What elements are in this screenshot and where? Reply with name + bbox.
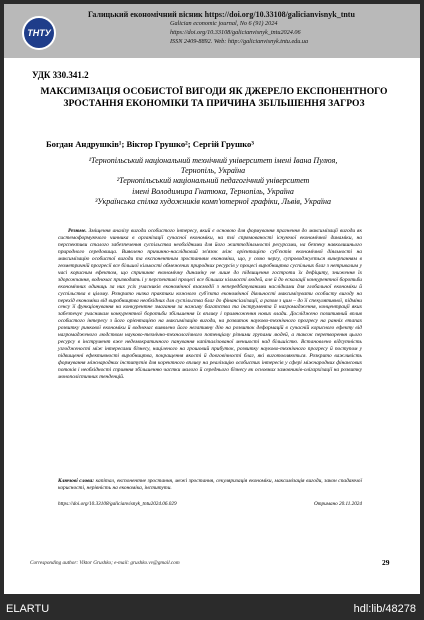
journal-name: Галицький економічний вісник https://doi.org/10.33108/galicianvisnyk_tntu xyxy=(88,10,355,19)
journal-header xyxy=(4,4,420,58)
abstract xyxy=(58,228,362,381)
affiliations xyxy=(32,156,394,207)
affiliation-1-city: Тернопіль, Україна xyxy=(180,166,246,176)
affiliation-2-city: імені Володимира Гнатюка, Тернопіль, Україна xyxy=(132,186,294,196)
udk-code: УДК 330.341.2 xyxy=(32,70,89,80)
journal-header-text xyxy=(88,10,418,46)
article-authors: Богдан Андрушків¹; Віктор Грушко²; Сергій Грушко³ xyxy=(46,139,254,149)
abstract-label: Резюме. xyxy=(68,228,87,234)
keywords-label: Ключові слова: xyxy=(58,478,95,484)
abstract-text: Зміщення аналізу вигоди особистого інтересу, який є основою для формування прагнення до максимізації вигоди як системоформуючого чинника в організації сучасної економіки, на тлі спрямованості існуючої економічної динаміки, на перспективи сталого забезпечення суспільства необхідними для його життєдіяльності ресурсами, на безпеку навколишнього природного середовища. Виявлено причинно-наслідковий зв'язок між орієнтацією суб'єктів економічної діяльності на максимізацію особистої вигоди та експонентним зростанням економіки, що, у свою чергу, супроводжується вичерпанням в геометричній прогресії все більшої кількості обмежених природних ресурсів у процесі виробництва суспільних благ з нетривалим у часі корисним ефектом, що спричиняє економічну динаміку не лише до підвищення гостроти їх дефіциту, зниження їх здорожчання, водночас призводить і у перспективі процесі все більших кількості людей, але й до ескалації конкурентної боротьби економічних одиниць за них усіх учасників економічної взаємодії з непередбачуваними наслідками для глобальної економіки й суспільства в цілому. Розкрито низка практики кожного суб'єкта економічної діяльності максимізувати особисту вигоду на перехід економіки від виробництва необхідних для суспільства благ до фінансіалізації, а разом з цим – до її спекулятивної, підміни сенсу її функціонування на конкурентне змагання за наживу багатства та інструмента її нагромадження, концентрації яких забезпечує учасникам конкурентної боротьби збільшення їх впливу і примноження нових влади. Досліджено позитивний вплив особистого інтересу з його орієнтацією на максимізацію вигоди, на розвиток науково-технічного прогресу на ранніх етапах розвитку ринкової економіки й водночас виявлено його негативну дію на розвиток деформацій в сучасній корисного ефекту від нагромадженого людством науково-технічно-технологічного потенціалу різними групами людей, а також перетворення цього ресурсу в інструмент вже недемократичного панування капіталізованої меншості над більшістю. Встановлено відсутність узгодженості між інтересами бізнесу, націленого на грошовий прибуток, розвитку науково-технічного прогресу й поступом у підвищенні ефективності виробництва, покращення якості й довговічності благ, які виготовляються. Розкрито важливість формування міжнародних інститутів для коректного впливу на реалізацію особистих інтересів у сфері міжнародних фінансових потоків і необхідності сприяння збільшенню частки малого й середнього бізнесу як основних замовників-олігархізації на розвитку монополістичних тенденцій. xyxy=(58,228,362,381)
journal-logo: ТНТУ xyxy=(22,16,56,50)
journal-name-en: Galician economic journal, No 6 (91) 2024 xyxy=(170,20,278,27)
page-number: 29 xyxy=(382,558,390,567)
affiliation-2: ²Тернопільський національний педагогічний університет xyxy=(116,176,310,186)
corresponding-author: Corresponding author: Viktor Grushko; e-mail: grushko.vv@gmail.com xyxy=(30,560,180,566)
repository-name: ELARTU xyxy=(6,603,50,615)
received-date: Отримано 20.11.2024 xyxy=(313,501,362,507)
affiliation-3: ³Українська спілка художників комп'ютерної графіки, Львів, Україна xyxy=(94,196,332,206)
affiliation-1: ¹Тернопільський національний технічний університет імені Івана Пулюя, xyxy=(88,156,338,165)
keywords xyxy=(58,478,362,492)
journal-issn-web: ISSN 2409-8892. Web: http://galicianvisnyk.tntu.edu.ua xyxy=(170,38,309,45)
journal-issue-doi: https://doi.org/10.33108/galicianvisnyk_tntu2024.06 xyxy=(170,29,301,36)
document-page xyxy=(4,4,420,594)
article-title: МАКСИМІЗАЦІЯ ОСОБИСТОЇ ВИГОДИ ЯК ДЖЕРЕЛО ЕКСПОНЕНТНОГО ЗРОСТАННЯ ЕКОНОМІКИ ТА ПРИЧИНА ЗБІЛЬШЕННЯ ЗАГРОЗ xyxy=(40,86,388,109)
article-doi-link[interactable]: https://doi.org/10.33108/galicianvisnyk_tntu2024.06.029 xyxy=(58,501,177,507)
handle-id: hdl:lib/48278 xyxy=(353,603,416,615)
doi-row xyxy=(58,501,362,507)
keywords-text: капітал, експонентне зростання, межі зростання, секуляризація економіки, максимізація вигоди, закон спадаючої корисності, нерівність на економіка, інститути. xyxy=(58,478,363,491)
